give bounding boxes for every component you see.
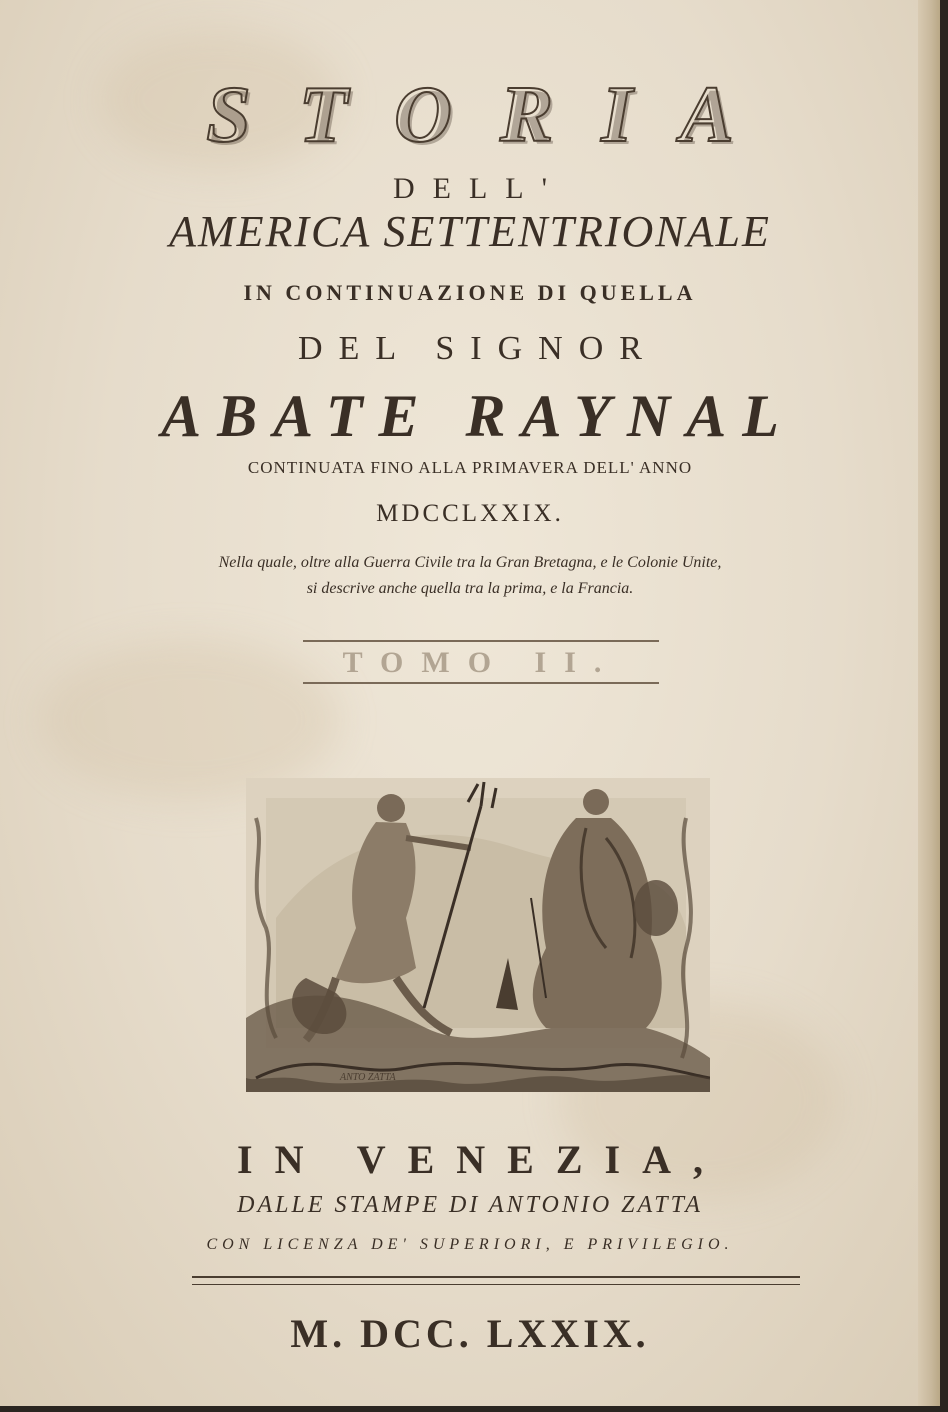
engraver-signature: ANTO ZATTA bbox=[340, 1072, 396, 1083]
continued-until-line: CONTINUATA FINO ALLA PRIMAVERA DELL' ANNO bbox=[247, 458, 693, 477]
neptune-britannia-engraving bbox=[246, 778, 710, 1092]
imprint-printer: DALLE STAMPE DI ANTONIO ZATTA bbox=[237, 1192, 703, 1218]
rule-top bbox=[192, 1276, 800, 1278]
volume-label-box bbox=[303, 640, 659, 684]
imprint-license: CON LICENZA DE' SUPERIORI, E PRIVILEGIO. bbox=[206, 1236, 734, 1253]
page-edge bbox=[918, 0, 940, 1406]
year-roman: MDCCLXXIX. bbox=[376, 500, 564, 527]
del-signor-line: DEL SIGNOR bbox=[298, 330, 658, 367]
continuation-line: IN CONTINUAZIONE DI QUELLA bbox=[243, 280, 697, 305]
rule-bottom bbox=[192, 1284, 800, 1285]
paper-stain bbox=[40, 640, 340, 800]
book-title: STORIA bbox=[206, 71, 782, 159]
description-line-1: Nella quale, oltre alla Guerra Civile tra la Gran Bretagna, e le Colonie Unite, bbox=[218, 554, 722, 571]
book-subject: AMERICA SETTENTRIONALE bbox=[169, 207, 771, 256]
imprint-place: IN VENEZIA, bbox=[237, 1137, 725, 1182]
author-name: ABATE RAYNAL bbox=[161, 383, 795, 449]
imprint-date: M. DCC. LXXIX. bbox=[290, 1311, 650, 1356]
title-dell: DELL' bbox=[392, 172, 566, 205]
description-line-2: si descrive anche quella tra la prima, e la Francia. bbox=[306, 580, 634, 597]
volume-label: TOMO II. bbox=[342, 646, 620, 679]
